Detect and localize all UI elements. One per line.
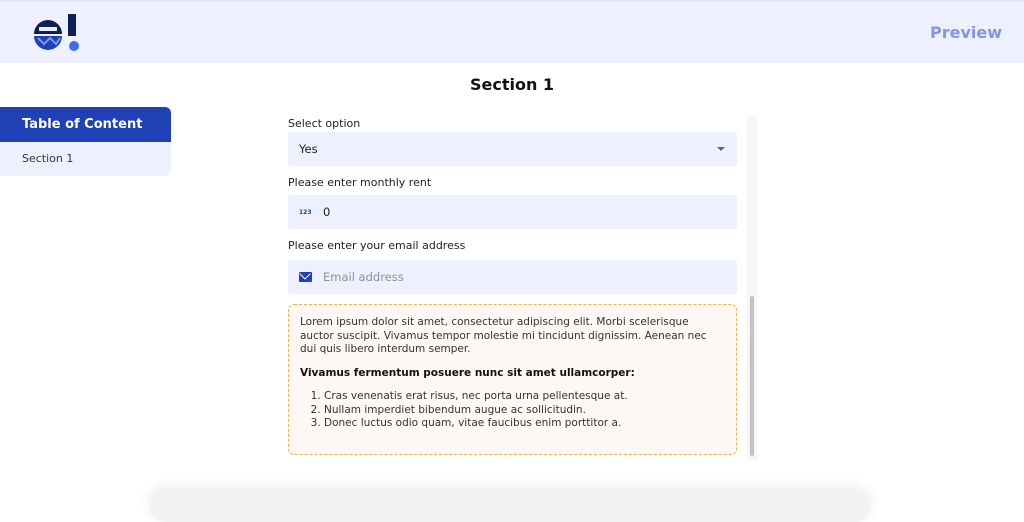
- toc-item-section-1[interactable]: Section 1: [0, 142, 171, 176]
- page-title: Section 1: [469, 75, 555, 94]
- logo: [30, 12, 86, 54]
- info-paragraph: Lorem ipsum dolor sit amet, consectetur adipiscing elit. Morbi scelerisque auctor suscipit. Vivamus tempor molestie mi tincidunt dignissim. Aenean nec dui quis libero interdum semper.: [300, 316, 707, 355]
- preview-button[interactable]: Preview: [929, 23, 1002, 42]
- info-heading: Vivamus fermentum posuere nunc sit amet ullamcorper:: [300, 366, 635, 379]
- select-value: Yes: [299, 142, 318, 156]
- rent-label: Please enter monthly rent: [288, 176, 432, 189]
- monthly-rent-input[interactable]: [288, 195, 737, 229]
- scrollbar-thumb[interactable]: [750, 296, 754, 456]
- toc-title: Table of Content: [0, 107, 171, 142]
- rent-value: 0: [323, 205, 331, 219]
- list-item: 1. Cras venenatis erat risus, nec porta urna pellentesque at.: [324, 390, 725, 404]
- form: [288, 117, 737, 294]
- table-of-content: [0, 107, 171, 176]
- email-label: Please enter your email address: [288, 239, 466, 252]
- info-box: [288, 304, 737, 455]
- info-list: [300, 390, 725, 431]
- email-input[interactable]: [288, 260, 737, 294]
- chevron-down-icon: [717, 147, 725, 151]
- list-item: 3. Donec luctus odio quam, vitae faucibus enim porttitor a.: [324, 417, 725, 431]
- email-placeholder: Email address: [323, 270, 404, 284]
- mail-icon: [299, 272, 312, 282]
- select-label: Select option: [288, 117, 361, 130]
- list-item: 2. Nullam imperdiet bibendum augue ac sollicitudin.: [324, 404, 725, 418]
- number-icon: 123: [299, 208, 312, 216]
- select-option-dropdown[interactable]: [288, 132, 737, 166]
- header: [0, 0, 1024, 63]
- footer-shadow: [150, 492, 870, 522]
- scrollbar[interactable]: [747, 117, 757, 460]
